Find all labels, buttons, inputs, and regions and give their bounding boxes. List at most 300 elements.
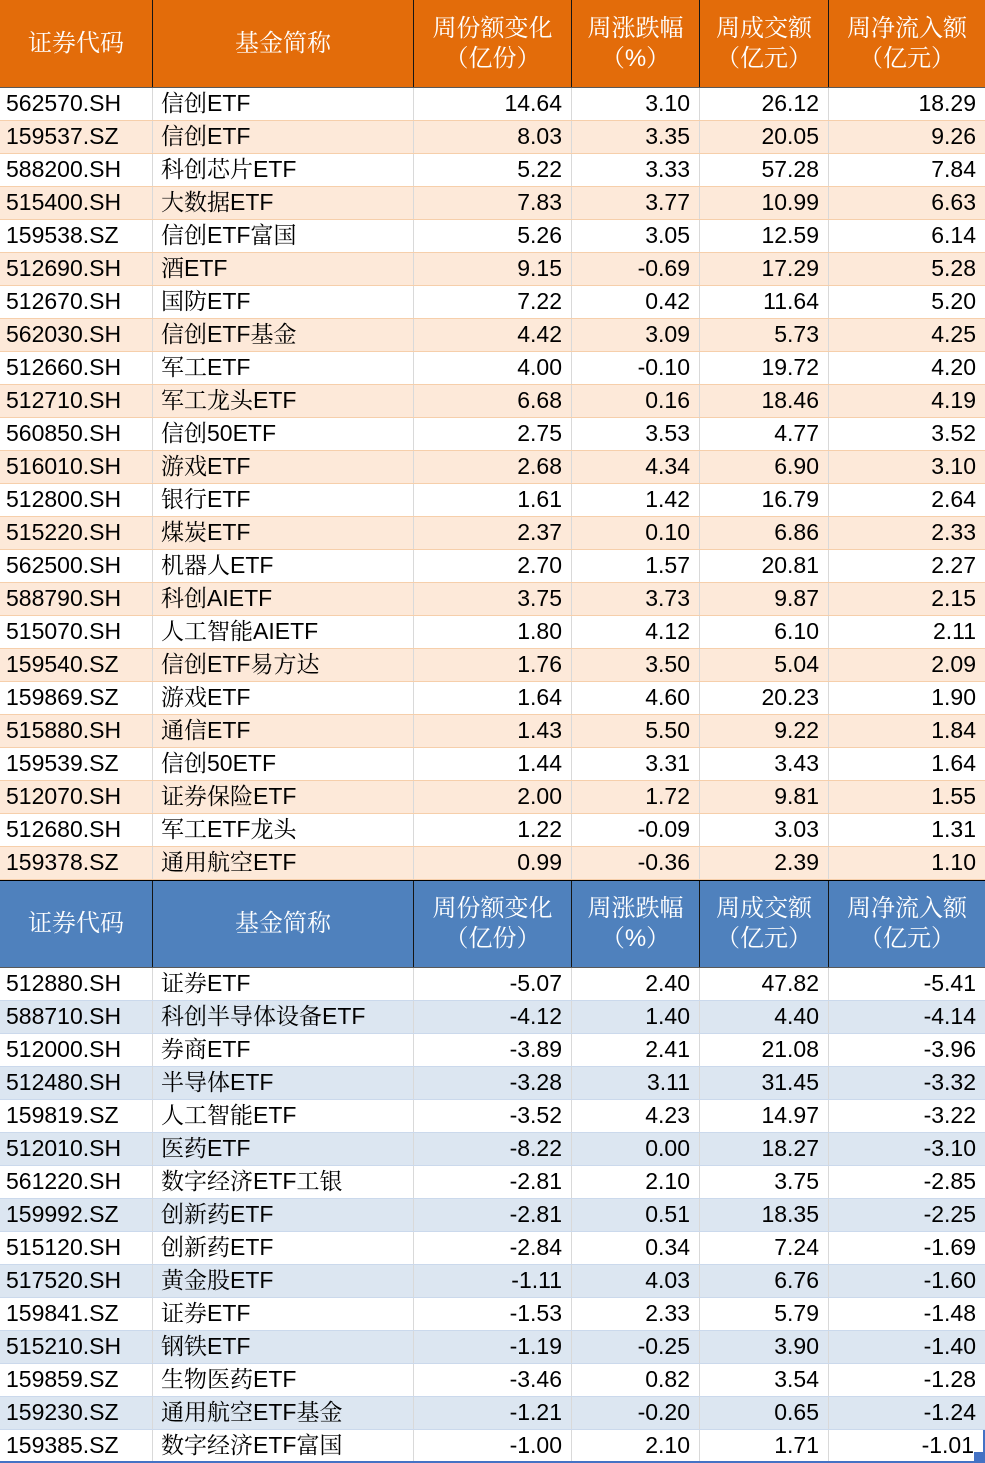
cell-name[interactable]: 游戏ETF xyxy=(152,682,413,714)
table-row xyxy=(0,1100,985,1133)
cell-code[interactable]: 512680.SH xyxy=(6,816,122,842)
cell-code[interactable]: 159539.SZ xyxy=(6,750,119,776)
cell-net-inflow[interactable]: -1.28 xyxy=(828,1364,985,1396)
table-row xyxy=(0,1232,985,1265)
table-row xyxy=(0,1331,985,1364)
cell-share-change[interactable]: 1.44 xyxy=(413,748,571,780)
cell-net-inflow[interactable]: -3.22 xyxy=(828,1100,985,1132)
header-label: 证券代码 xyxy=(28,910,124,937)
header-cell-net-inflow[interactable] xyxy=(828,0,985,87)
cell-pct-change[interactable]: 3.35 xyxy=(571,121,699,153)
cell-share-change[interactable]: 1.80 xyxy=(413,616,571,648)
cell-name[interactable]: 游戏ETF xyxy=(152,451,413,483)
cell-name[interactable]: 券商ETF xyxy=(152,1034,413,1066)
table-row xyxy=(0,253,985,286)
cell-share-change[interactable]: 4.42 xyxy=(413,319,571,351)
cell-code[interactable]: 159859.SZ xyxy=(6,1366,119,1392)
cell-name[interactable]: 军工龙头ETF xyxy=(152,385,413,417)
cell-share-change[interactable]: 5.22 xyxy=(413,154,571,186)
cell-share-change[interactable]: -1.00 xyxy=(413,1430,571,1461)
cell-name[interactable]: 钢铁ETF xyxy=(152,1331,413,1363)
cell-share-change[interactable]: 0.99 xyxy=(413,847,571,879)
cell-share-change[interactable]: 5.26 xyxy=(413,220,571,252)
cell-share-change[interactable]: 7.22 xyxy=(413,286,571,318)
cell-net-inflow[interactable]: 2.15 xyxy=(828,583,985,615)
cell-share-change[interactable]: 2.75 xyxy=(413,418,571,450)
cell-net-inflow[interactable]: 7.84 xyxy=(828,154,985,186)
table-row xyxy=(0,1166,985,1199)
cell-pct-change[interactable]: -0.10 xyxy=(571,352,699,384)
cell-net-inflow[interactable]: -1.24 xyxy=(828,1397,985,1429)
cell-pct-change[interactable]: 2.10 xyxy=(571,1166,699,1198)
cell-turnover[interactable]: 3.54 xyxy=(699,1364,828,1396)
cell-share-change[interactable]: -4.12 xyxy=(413,1001,571,1033)
cell-net-inflow[interactable]: 5.28 xyxy=(828,253,985,285)
cell-turnover[interactable]: 3.03 xyxy=(699,814,828,846)
cell-share-change[interactable]: 1.61 xyxy=(413,484,571,516)
cell-name[interactable]: 科创AIETF xyxy=(152,583,413,615)
cell-name[interactable]: 黄金股ETF xyxy=(152,1265,413,1297)
table-row xyxy=(0,1067,985,1100)
table-row xyxy=(0,1397,985,1430)
header-unit: （%） xyxy=(600,925,671,952)
cell-net-inflow[interactable]: 3.52 xyxy=(828,418,985,450)
cell-pct-change[interactable]: 2.41 xyxy=(571,1034,699,1066)
cell-turnover[interactable]: 2.39 xyxy=(699,847,828,879)
cell-share-change[interactable]: 14.64 xyxy=(413,88,571,120)
table-row xyxy=(0,616,985,649)
cell-code[interactable]: 159540.SZ xyxy=(6,651,119,677)
cell-pct-change[interactable]: 4.34 xyxy=(571,451,699,483)
cell-name[interactable]: 生物医药ETF xyxy=(152,1364,413,1396)
cell-share-change[interactable]: -3.89 xyxy=(413,1034,571,1066)
cell-code[interactable]: 512690.SH xyxy=(6,255,122,281)
table-row xyxy=(0,1265,985,1298)
table-row xyxy=(0,1133,985,1166)
cell-pct-change[interactable]: 3.50 xyxy=(571,649,699,681)
cell-name[interactable]: 科创半导体设备ETF xyxy=(152,1001,413,1033)
cell-name[interactable]: 创新药ETF xyxy=(152,1232,413,1264)
cell-pct-change[interactable]: 4.60 xyxy=(571,682,699,714)
cell-net-inflow[interactable]: 2.64 xyxy=(828,484,985,516)
header-cell-code[interactable] xyxy=(0,0,152,87)
cell-code[interactable]: 159538.SZ xyxy=(6,222,119,248)
cell-turnover[interactable]: 5.79 xyxy=(699,1298,828,1330)
cell-code[interactable]: 516010.SH xyxy=(6,453,122,479)
cell-code[interactable]: 512800.SH xyxy=(6,486,122,512)
cell-name[interactable]: 半导体ETF xyxy=(152,1067,413,1099)
header-cell-name[interactable] xyxy=(152,881,413,967)
cell-net-inflow[interactable]: 1.84 xyxy=(828,715,985,747)
cell-share-change[interactable]: -3.46 xyxy=(413,1364,571,1396)
cell-turnover[interactable]: 6.10 xyxy=(699,616,828,648)
table-row xyxy=(0,352,985,385)
cell-pct-change[interactable]: 0.34 xyxy=(571,1232,699,1264)
cell-turnover[interactable]: 16.79 xyxy=(699,484,828,516)
table-row xyxy=(0,1364,985,1397)
cell-name[interactable]: 机器人ETF xyxy=(152,550,413,582)
cell-name[interactable]: 军工ETF龙头 xyxy=(152,814,413,846)
cell-share-change[interactable]: -1.53 xyxy=(413,1298,571,1330)
cell-code[interactable]: 159869.SZ xyxy=(6,684,119,710)
cell-name[interactable]: 国防ETF xyxy=(152,286,413,318)
cell-name[interactable]: 证券ETF xyxy=(152,968,413,1000)
cell-turnover[interactable]: 31.45 xyxy=(699,1067,828,1099)
cell-turnover[interactable]: 17.29 xyxy=(699,253,828,285)
cell-code[interactable]: 159385.SZ xyxy=(6,1432,119,1458)
table-row xyxy=(0,121,985,154)
cell-net-inflow[interactable]: -1.60 xyxy=(828,1265,985,1297)
cell-net-inflow[interactable]: 2.27 xyxy=(828,550,985,582)
header-label: 基金简称 xyxy=(235,910,331,937)
cell-net-inflow[interactable]: 4.25 xyxy=(828,319,985,351)
cell-code[interactable]: 512000.SH xyxy=(6,1036,122,1062)
cell-name[interactable]: 通用航空ETF基金 xyxy=(152,1397,413,1429)
cell-turnover[interactable]: 12.59 xyxy=(699,220,828,252)
cell-share-change[interactable]: -8.22 xyxy=(413,1133,571,1165)
cell-net-inflow[interactable]: -1.69 xyxy=(828,1232,985,1264)
cell-share-change[interactable]: 2.00 xyxy=(413,781,571,813)
cell-pct-change[interactable]: 3.73 xyxy=(571,583,699,615)
inflow-table-body xyxy=(0,88,985,880)
cell-name[interactable]: 证券保险ETF xyxy=(152,781,413,813)
cell-pct-change[interactable]: 2.40 xyxy=(571,968,699,1000)
cell-turnover[interactable]: 9.22 xyxy=(699,715,828,747)
outflow-table-header xyxy=(0,880,985,968)
cell-name[interactable]: 军工ETF xyxy=(152,352,413,384)
cell-code[interactable]: 562030.SH xyxy=(6,321,122,347)
cell-net-inflow[interactable]: -1.01 xyxy=(828,1430,985,1461)
cell-pct-change[interactable]: 1.57 xyxy=(571,550,699,582)
table-row xyxy=(0,715,985,748)
header-cell-pct-change[interactable] xyxy=(571,881,699,967)
cell-name[interactable]: 通用航空ETF xyxy=(152,847,413,879)
cell-turnover[interactable]: 11.64 xyxy=(699,286,828,318)
cell-turnover[interactable]: 47.82 xyxy=(699,968,828,1000)
cell-pct-change[interactable]: 3.10 xyxy=(571,88,699,120)
cell-turnover[interactable]: 3.75 xyxy=(699,1166,828,1198)
cell-pct-change[interactable]: 3.31 xyxy=(571,748,699,780)
header-cell-pct-change[interactable] xyxy=(571,0,699,87)
cell-turnover[interactable]: 19.72 xyxy=(699,352,828,384)
cell-turnover[interactable]: 9.87 xyxy=(699,583,828,615)
cell-name[interactable]: 大数据ETF xyxy=(152,187,413,219)
header-cell-share-change[interactable] xyxy=(413,0,571,87)
table-row xyxy=(0,748,985,781)
cell-net-inflow[interactable]: -1.48 xyxy=(828,1298,985,1330)
table-row xyxy=(0,451,985,484)
cell-net-inflow[interactable]: 1.55 xyxy=(828,781,985,813)
cell-name[interactable]: 人工智能ETF xyxy=(152,1100,413,1132)
cell-share-change[interactable]: -2.81 xyxy=(413,1199,571,1231)
cell-pct-change[interactable]: -0.25 xyxy=(571,1331,699,1363)
cell-code[interactable]: 515400.SH xyxy=(6,189,122,215)
table-row xyxy=(0,385,985,418)
cell-pct-change[interactable]: 3.09 xyxy=(571,319,699,351)
cell-turnover[interactable]: 6.86 xyxy=(699,517,828,549)
cell-share-change[interactable]: -1.19 xyxy=(413,1331,571,1363)
cell-code[interactable]: 512480.SH xyxy=(6,1069,122,1095)
table-row xyxy=(0,517,985,550)
cell-turnover[interactable]: 14.97 xyxy=(699,1100,828,1132)
cell-turnover[interactable]: 4.77 xyxy=(699,418,828,450)
cell-share-change[interactable]: 9.15 xyxy=(413,253,571,285)
cell-pct-change[interactable]: 1.40 xyxy=(571,1001,699,1033)
cell-share-change[interactable]: 6.68 xyxy=(413,385,571,417)
header-label: 基金简称 xyxy=(235,29,331,57)
header-cell-code[interactable] xyxy=(0,881,152,967)
cell-name[interactable]: 通信ETF xyxy=(152,715,413,747)
cell-turnover[interactable]: 7.24 xyxy=(699,1232,828,1264)
cell-net-inflow[interactable]: 2.09 xyxy=(828,649,985,681)
cell-share-change[interactable]: 2.68 xyxy=(413,451,571,483)
table-row xyxy=(0,814,985,847)
cell-net-inflow[interactable]: 1.31 xyxy=(828,814,985,846)
cell-name[interactable]: 煤炭ETF xyxy=(152,517,413,549)
cell-net-inflow[interactable]: 6.63 xyxy=(828,187,985,219)
cell-share-change[interactable]: 3.75 xyxy=(413,583,571,615)
cell-share-change[interactable]: 1.22 xyxy=(413,814,571,846)
table-row xyxy=(0,847,985,880)
cell-pct-change[interactable]: 0.10 xyxy=(571,517,699,549)
cell-net-inflow[interactable]: 1.90 xyxy=(828,682,985,714)
cell-name[interactable]: 信创ETF基金 xyxy=(152,319,413,351)
cell-code[interactable]: 588710.SH xyxy=(6,1003,122,1029)
cell-pct-change[interactable]: 0.00 xyxy=(571,1133,699,1165)
cell-share-change[interactable]: -5.07 xyxy=(413,968,571,1000)
table-row xyxy=(0,484,985,517)
header-label: 周份额变化 xyxy=(432,14,553,42)
cell-turnover[interactable]: 4.40 xyxy=(699,1001,828,1033)
cell-turnover[interactable]: 3.43 xyxy=(699,748,828,780)
cell-turnover[interactable]: 9.81 xyxy=(699,781,828,813)
cell-name[interactable]: 创新药ETF xyxy=(152,1199,413,1231)
cell-net-inflow[interactable]: -2.85 xyxy=(828,1166,985,1198)
table-row xyxy=(0,418,985,451)
cell-pct-change[interactable]: 0.51 xyxy=(571,1199,699,1231)
header-cell-turnover[interactable] xyxy=(699,0,828,87)
cell-code[interactable]: 159378.SZ xyxy=(6,849,119,875)
cell-code[interactable]: 588790.SH xyxy=(6,585,122,611)
cell-name[interactable]: 科创芯片ETF xyxy=(152,154,413,186)
cell-code[interactable]: 159841.SZ xyxy=(6,1300,119,1326)
cell-code[interactable]: 560850.SH xyxy=(6,420,122,446)
cell-code[interactable]: 517520.SH xyxy=(6,1267,122,1293)
cell-name[interactable]: 银行ETF xyxy=(152,484,413,516)
cell-net-inflow[interactable]: 2.33 xyxy=(828,517,985,549)
cell-net-inflow[interactable]: 2.11 xyxy=(828,616,985,648)
cell-turnover[interactable]: 20.81 xyxy=(699,550,828,582)
cell-net-inflow[interactable]: -4.14 xyxy=(828,1001,985,1033)
cell-pct-change[interactable]: 1.72 xyxy=(571,781,699,813)
cell-net-inflow[interactable]: 5.20 xyxy=(828,286,985,318)
cell-net-inflow[interactable]: -3.10 xyxy=(828,1133,985,1165)
cell-pct-change[interactable]: -0.36 xyxy=(571,847,699,879)
cell-share-change[interactable]: 2.70 xyxy=(413,550,571,582)
cell-turnover[interactable]: 18.27 xyxy=(699,1133,828,1165)
cell-turnover[interactable]: 18.35 xyxy=(699,1199,828,1231)
cell-turnover[interactable]: 3.90 xyxy=(699,1331,828,1363)
header-unit: （%） xyxy=(600,44,671,72)
cell-code[interactable]: 562570.SH xyxy=(6,90,122,116)
cell-pct-change[interactable]: 4.03 xyxy=(571,1265,699,1297)
header-cell-share-change[interactable] xyxy=(413,881,571,967)
cell-share-change[interactable]: 7.83 xyxy=(413,187,571,219)
cell-share-change[interactable]: -2.84 xyxy=(413,1232,571,1264)
cell-pct-change[interactable]: 3.77 xyxy=(571,187,699,219)
cell-code[interactable]: 159992.SZ xyxy=(6,1201,119,1227)
header-unit: （亿元） xyxy=(859,925,955,952)
cell-net-inflow[interactable]: 3.10 xyxy=(828,451,985,483)
cell-share-change[interactable]: 4.00 xyxy=(413,352,571,384)
cell-code[interactable]: 588200.SH xyxy=(6,156,122,182)
header-cell-net-inflow[interactable] xyxy=(828,881,985,967)
cell-code[interactable]: 515220.SH xyxy=(6,519,122,545)
cell-name[interactable]: 信创50ETF xyxy=(152,748,413,780)
cell-net-inflow[interactable]: 4.19 xyxy=(828,385,985,417)
cell-pct-change[interactable]: 1.42 xyxy=(571,484,699,516)
excel-fill-handle[interactable] xyxy=(974,1452,985,1463)
cell-code[interactable]: 515070.SH xyxy=(6,618,122,644)
cell-net-inflow[interactable]: -3.96 xyxy=(828,1034,985,1066)
cell-net-inflow[interactable]: -1.40 xyxy=(828,1331,985,1363)
header-unit: （亿元） xyxy=(859,44,955,72)
cell-net-inflow[interactable]: -3.32 xyxy=(828,1067,985,1099)
cell-pct-change[interactable]: 4.12 xyxy=(571,616,699,648)
cell-net-inflow[interactable]: 6.14 xyxy=(828,220,985,252)
cell-turnover[interactable]: 5.73 xyxy=(699,319,828,351)
cell-pct-change[interactable]: 2.10 xyxy=(571,1430,699,1461)
cell-pct-change[interactable]: 0.42 xyxy=(571,286,699,318)
cell-pct-change[interactable]: 3.53 xyxy=(571,418,699,450)
header-cell-turnover[interactable] xyxy=(699,881,828,967)
cell-share-change[interactable]: -3.28 xyxy=(413,1067,571,1099)
cell-name[interactable]: 信创ETF xyxy=(152,88,413,120)
cell-net-inflow[interactable]: -5.41 xyxy=(828,968,985,1000)
cell-name[interactable]: 人工智能AIETF xyxy=(152,616,413,648)
cell-turnover[interactable]: 1.71 xyxy=(699,1430,828,1461)
cell-name[interactable]: 证券ETF xyxy=(152,1298,413,1330)
cell-turnover[interactable]: 20.05 xyxy=(699,121,828,153)
cell-pct-change[interactable]: -0.69 xyxy=(571,253,699,285)
cell-code[interactable]: 159537.SZ xyxy=(6,123,119,149)
cell-share-change[interactable]: 1.76 xyxy=(413,649,571,681)
cell-turnover[interactable]: 6.76 xyxy=(699,1265,828,1297)
table-row xyxy=(0,220,985,253)
cell-name[interactable]: 数字经济ETF富国 xyxy=(152,1430,413,1461)
cell-name[interactable]: 信创ETF富国 xyxy=(152,220,413,252)
cell-code[interactable]: 515210.SH xyxy=(6,1333,122,1359)
cell-code[interactable]: 562500.SH xyxy=(6,552,122,578)
cell-share-change[interactable]: -1.21 xyxy=(413,1397,571,1429)
cell-pct-change[interactable]: 4.23 xyxy=(571,1100,699,1132)
cell-code[interactable]: 515880.SH xyxy=(6,717,122,743)
cell-code[interactable]: 512070.SH xyxy=(6,783,122,809)
cell-turnover[interactable]: 21.08 xyxy=(699,1034,828,1066)
cell-share-change[interactable]: 2.37 xyxy=(413,517,571,549)
cell-name[interactable]: 信创ETF xyxy=(152,121,413,153)
cell-pct-change[interactable]: 0.82 xyxy=(571,1364,699,1396)
cell-code[interactable]: 512880.SH xyxy=(6,970,122,996)
header-unit: （亿份） xyxy=(444,44,541,72)
cell-net-inflow[interactable]: 18.29 xyxy=(828,88,985,120)
cell-code[interactable]: 512660.SH xyxy=(6,354,122,380)
cell-turnover[interactable]: 20.23 xyxy=(699,682,828,714)
table-row xyxy=(0,781,985,814)
table-row xyxy=(0,550,985,583)
cell-code[interactable]: 159230.SZ xyxy=(6,1399,119,1425)
cell-net-inflow[interactable]: 9.26 xyxy=(828,121,985,153)
table-row xyxy=(0,1298,985,1331)
header-unit: （亿份） xyxy=(444,925,541,952)
cell-name[interactable]: 信创ETF易方达 xyxy=(152,649,413,681)
cell-share-change[interactable]: -3.52 xyxy=(413,1100,571,1132)
cell-turnover[interactable]: 10.99 xyxy=(699,187,828,219)
header-label: 周涨跌幅 xyxy=(587,895,684,922)
cell-net-inflow[interactable]: 4.20 xyxy=(828,352,985,384)
cell-pct-change[interactable]: -0.20 xyxy=(571,1397,699,1429)
outflow-table-body xyxy=(0,968,985,1463)
table-row xyxy=(0,88,985,121)
cell-turnover[interactable]: 57.28 xyxy=(699,154,828,186)
cell-pct-change[interactable]: 3.05 xyxy=(571,220,699,252)
cell-turnover[interactable]: 5.04 xyxy=(699,649,828,681)
cell-pct-change[interactable]: 5.50 xyxy=(571,715,699,747)
table-row xyxy=(0,1001,985,1034)
outflow-table xyxy=(0,880,985,1463)
table-row xyxy=(0,968,985,1001)
cell-code[interactable]: 561220.SH xyxy=(6,1168,122,1194)
cell-code[interactable]: 512710.SH xyxy=(6,387,122,413)
header-unit: （亿元） xyxy=(716,44,812,72)
cell-pct-change[interactable]: 0.16 xyxy=(571,385,699,417)
header-label: 周成交额 xyxy=(716,895,812,922)
cell-share-change[interactable]: -1.11 xyxy=(413,1265,571,1297)
inflow-table-header xyxy=(0,0,985,88)
cell-name[interactable]: 酒ETF xyxy=(152,253,413,285)
table-row xyxy=(0,583,985,616)
cell-turnover[interactable]: 6.90 xyxy=(699,451,828,483)
cell-net-inflow[interactable]: 1.64 xyxy=(828,748,985,780)
cell-name[interactable]: 医药ETF xyxy=(152,1133,413,1165)
cell-net-inflow[interactable]: -2.25 xyxy=(828,1199,985,1231)
cell-turnover[interactable]: 26.12 xyxy=(699,88,828,120)
cell-net-inflow[interactable]: 1.10 xyxy=(828,847,985,879)
cell-pct-change[interactable]: 3.33 xyxy=(571,154,699,186)
cell-turnover[interactable]: 0.65 xyxy=(699,1397,828,1429)
cell-pct-change[interactable]: 3.11 xyxy=(571,1067,699,1099)
cell-pct-change[interactable]: 2.33 xyxy=(571,1298,699,1330)
cell-code[interactable]: 512670.SH xyxy=(6,288,122,314)
header-unit: （亿元） xyxy=(716,925,812,952)
header-label: 周净流入额 xyxy=(847,895,967,922)
cell-share-change[interactable]: 8.03 xyxy=(413,121,571,153)
cell-turnover[interactable]: 18.46 xyxy=(699,385,828,417)
cell-name[interactable]: 信创50ETF xyxy=(152,418,413,450)
cell-share-change[interactable]: 1.64 xyxy=(413,682,571,714)
cell-share-change[interactable]: 1.43 xyxy=(413,715,571,747)
cell-share-change[interactable]: -2.81 xyxy=(413,1166,571,1198)
cell-pct-change[interactable]: -0.09 xyxy=(571,814,699,846)
cell-code[interactable]: 512010.SH xyxy=(6,1135,122,1161)
cell-code[interactable]: 515120.SH xyxy=(6,1234,122,1260)
cell-name[interactable]: 数字经济ETF工银 xyxy=(152,1166,413,1198)
table-row xyxy=(0,1430,985,1463)
cell-code[interactable]: 159819.SZ xyxy=(6,1102,119,1128)
header-cell-name[interactable] xyxy=(152,0,413,87)
table-row xyxy=(0,154,985,187)
table-row xyxy=(0,682,985,715)
